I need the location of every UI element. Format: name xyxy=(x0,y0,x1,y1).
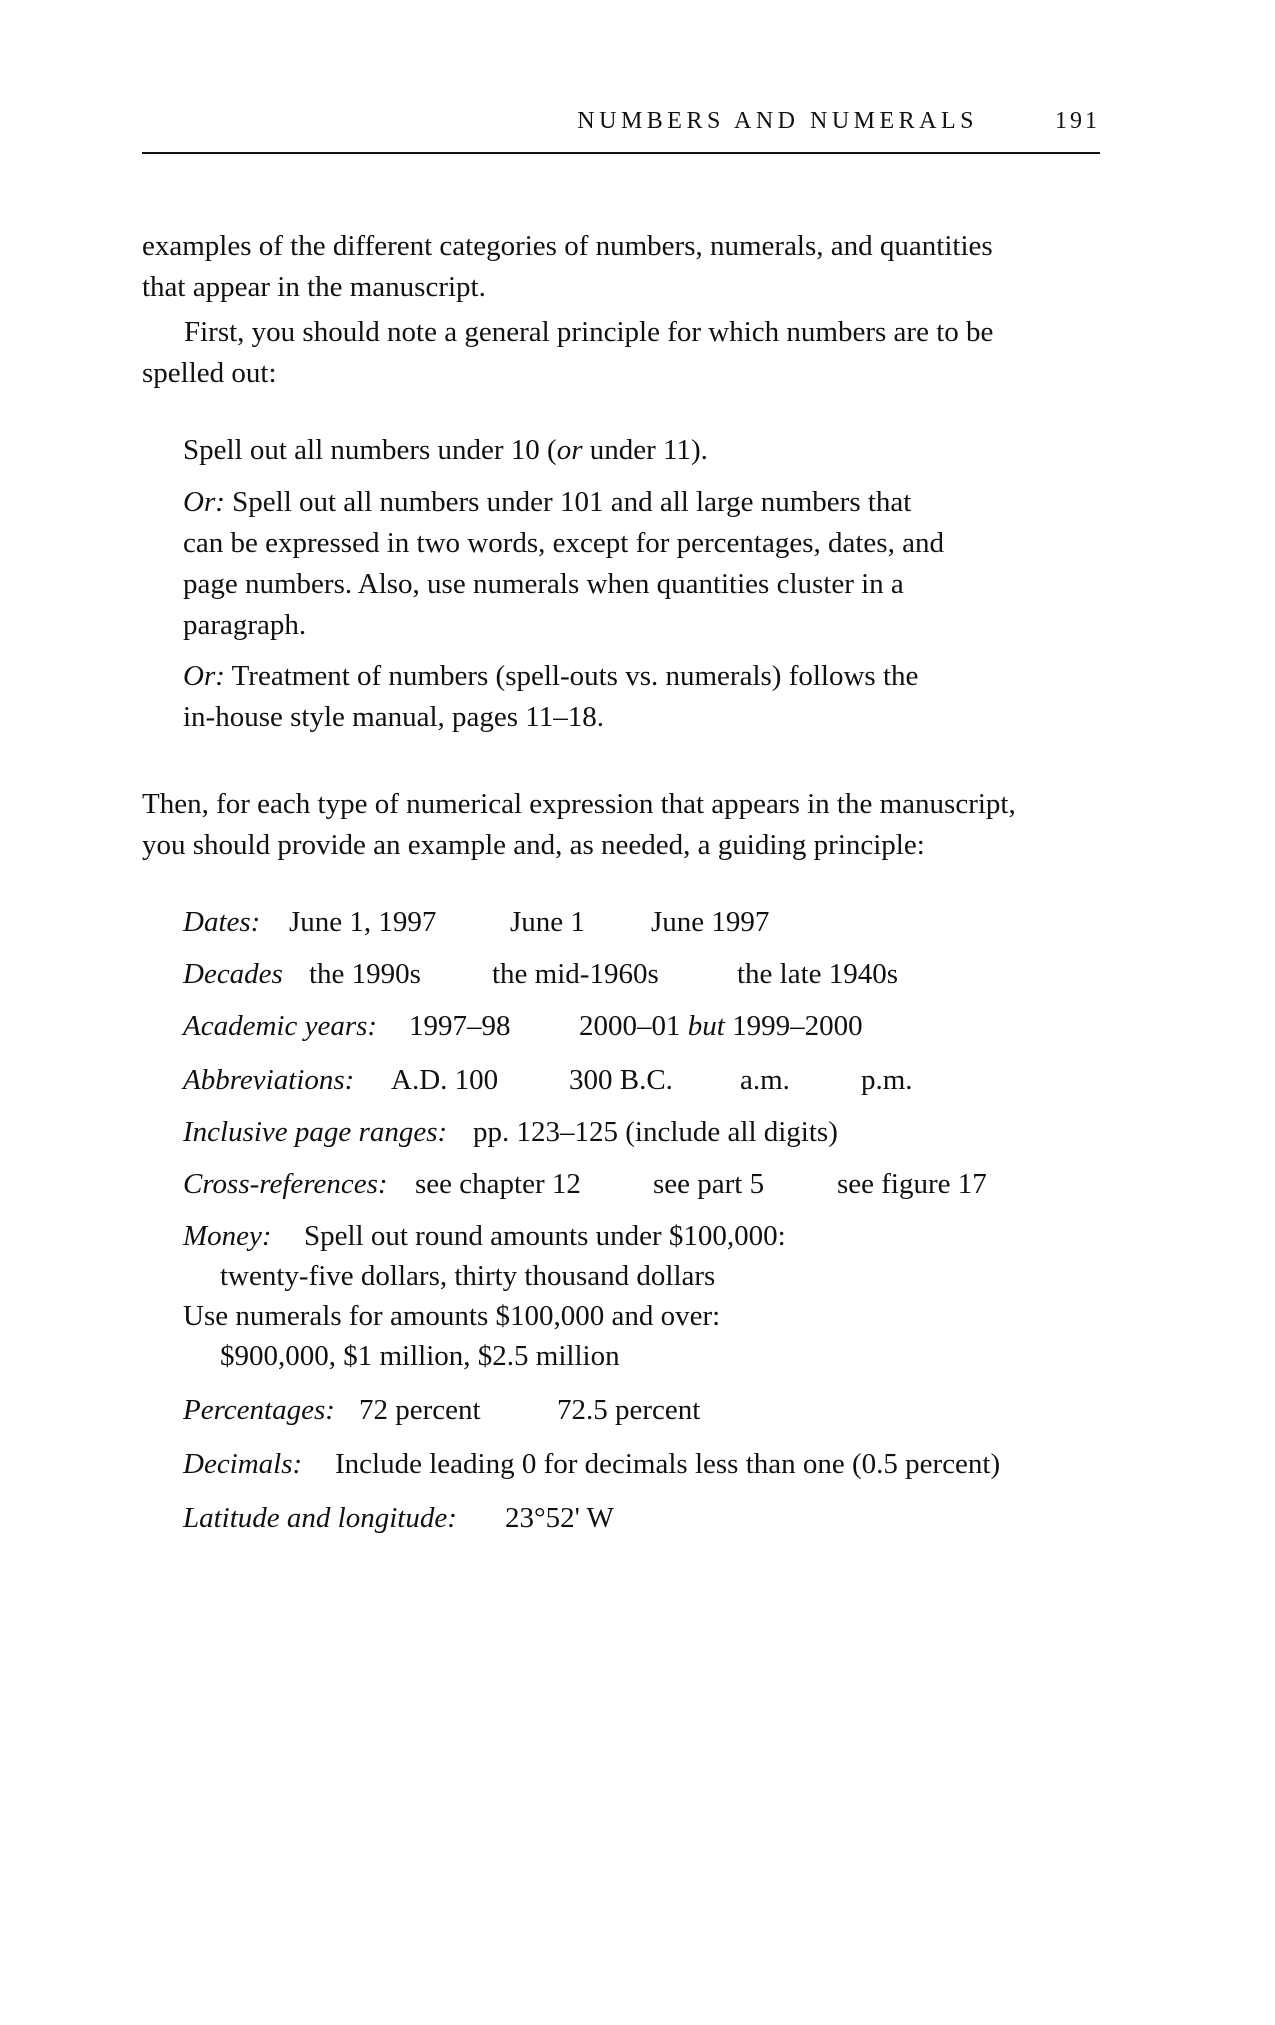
money-line-1: Spell out round amounts under $100,000: xyxy=(304,1220,786,1252)
example-cross-references xyxy=(183,1164,1083,1205)
cross-refs-item-2: see part 5 xyxy=(653,1168,765,1200)
decades-label: Decades xyxy=(183,958,283,990)
money-label: Money: xyxy=(183,1220,272,1252)
money-line-3: Use numerals for amounts $100,000 and over: xyxy=(183,1300,721,1332)
rule1-text-pre: Spell out all numbers under 10 ( xyxy=(183,434,557,466)
header-rule xyxy=(142,152,1100,154)
rule2-or-label: Or: xyxy=(183,486,225,518)
abbrev-item-1: A.D. 100 xyxy=(391,1064,499,1096)
cross-refs-label: Cross-references: xyxy=(183,1168,388,1200)
then-paragraph xyxy=(142,784,1102,866)
rule-option-2 xyxy=(183,482,1043,646)
rule-option-3 xyxy=(183,656,1043,738)
academic-but: but xyxy=(687,1010,725,1042)
dates-label: Dates: xyxy=(183,906,261,938)
principle-line-1: First, you should note a general principle for which numbers are to be xyxy=(184,316,994,348)
decimals-label: Decimals: xyxy=(183,1448,303,1480)
example-page-ranges xyxy=(183,1112,1083,1153)
latlong-value: 23°52' W xyxy=(505,1502,614,1534)
rule-option-1 xyxy=(183,430,1043,471)
page-ranges-value: pp. 123–125 (include all digits) xyxy=(473,1116,838,1148)
example-decimals xyxy=(183,1444,1103,1485)
principle-line-2: spelled out: xyxy=(142,357,277,389)
money-line-4: $900,000, $1 million, $2.5 million xyxy=(220,1340,620,1372)
example-decades xyxy=(183,954,1083,995)
running-title: NUMBERS AND NUMERALS xyxy=(577,108,978,134)
dates-item-2: June 1 xyxy=(510,906,585,938)
money-line-2: twenty-five dollars, thirty thousand dollars xyxy=(220,1260,716,1292)
rule3-line-1: Treatment of numbers (spell-outs vs. numerals) follows the xyxy=(224,660,919,692)
abbrev-item-2: 300 B.C. xyxy=(569,1064,673,1096)
rule1-text-post: under 11). xyxy=(582,434,708,466)
principle-paragraph xyxy=(142,312,1102,394)
academic-item-2: 2000–01 but 1999–2000 xyxy=(579,1010,863,1042)
abbrev-item-3: a.m. xyxy=(740,1064,790,1096)
cross-refs-item-3: see figure 17 xyxy=(837,1168,987,1200)
decades-item-1: the 1990s xyxy=(309,958,421,990)
abbrev-item-4: p.m. xyxy=(861,1064,913,1096)
dates-item-1: June 1, 1997 xyxy=(289,906,437,938)
abbrev-label: Abbreviations: xyxy=(183,1064,355,1096)
percentages-label: Percentages: xyxy=(183,1394,335,1426)
percentages-item-2: 72.5 percent xyxy=(557,1394,701,1426)
percentages-item-1: 72 percent xyxy=(359,1394,481,1426)
decades-item-2: the mid-1960s xyxy=(492,958,659,990)
running-header xyxy=(142,108,1100,148)
page-ranges-label: Inclusive page ranges: xyxy=(183,1116,448,1148)
then-line-1: Then, for each type of numerical expression that appears in the manuscript, xyxy=(142,788,1016,820)
rule2-line-1: Spell out all numbers under 101 and all large numbers that xyxy=(224,486,912,518)
cross-refs-item-1: see chapter 12 xyxy=(415,1168,581,1200)
example-abbreviations xyxy=(183,1060,1083,1101)
decades-item-3: the late 1940s xyxy=(737,958,899,990)
example-latitude-longitude xyxy=(183,1498,1083,1539)
academic-label: Academic years: xyxy=(183,1010,378,1042)
example-money xyxy=(183,1216,1083,1257)
then-line-2: you should provide an example and, as needed, a guiding principle: xyxy=(142,829,925,861)
example-dates xyxy=(183,902,1083,943)
rule2-line-2: can be expressed in two words, except for percentages, dates, and xyxy=(183,527,944,559)
rule2-line-3: page numbers. Also, use numerals when quantities cluster in a xyxy=(183,568,904,600)
rule1-or: or xyxy=(556,434,583,466)
intro-line-2: that appear in the manuscript. xyxy=(142,271,486,303)
page-number: 191 xyxy=(1055,108,1100,134)
example-percentages xyxy=(183,1390,1083,1431)
intro-paragraph xyxy=(142,226,1102,308)
rule2-line-4: paragraph. xyxy=(183,609,307,641)
intro-line-1: examples of the different categories of numbers, numerals, and quantities xyxy=(142,230,993,262)
example-academic-years xyxy=(183,1006,1083,1047)
academic-item-1: 1997–98 xyxy=(409,1010,511,1042)
dates-item-3: June 1997 xyxy=(651,906,770,938)
rule3-or-label: Or: xyxy=(183,660,225,692)
rule3-line-2: in-house style manual, pages 11–18. xyxy=(183,701,604,733)
latlong-label: Latitude and longitude: xyxy=(183,1502,457,1534)
decimals-value: Include leading 0 for decimals less than one (0.5 percent) xyxy=(335,1448,1001,1480)
